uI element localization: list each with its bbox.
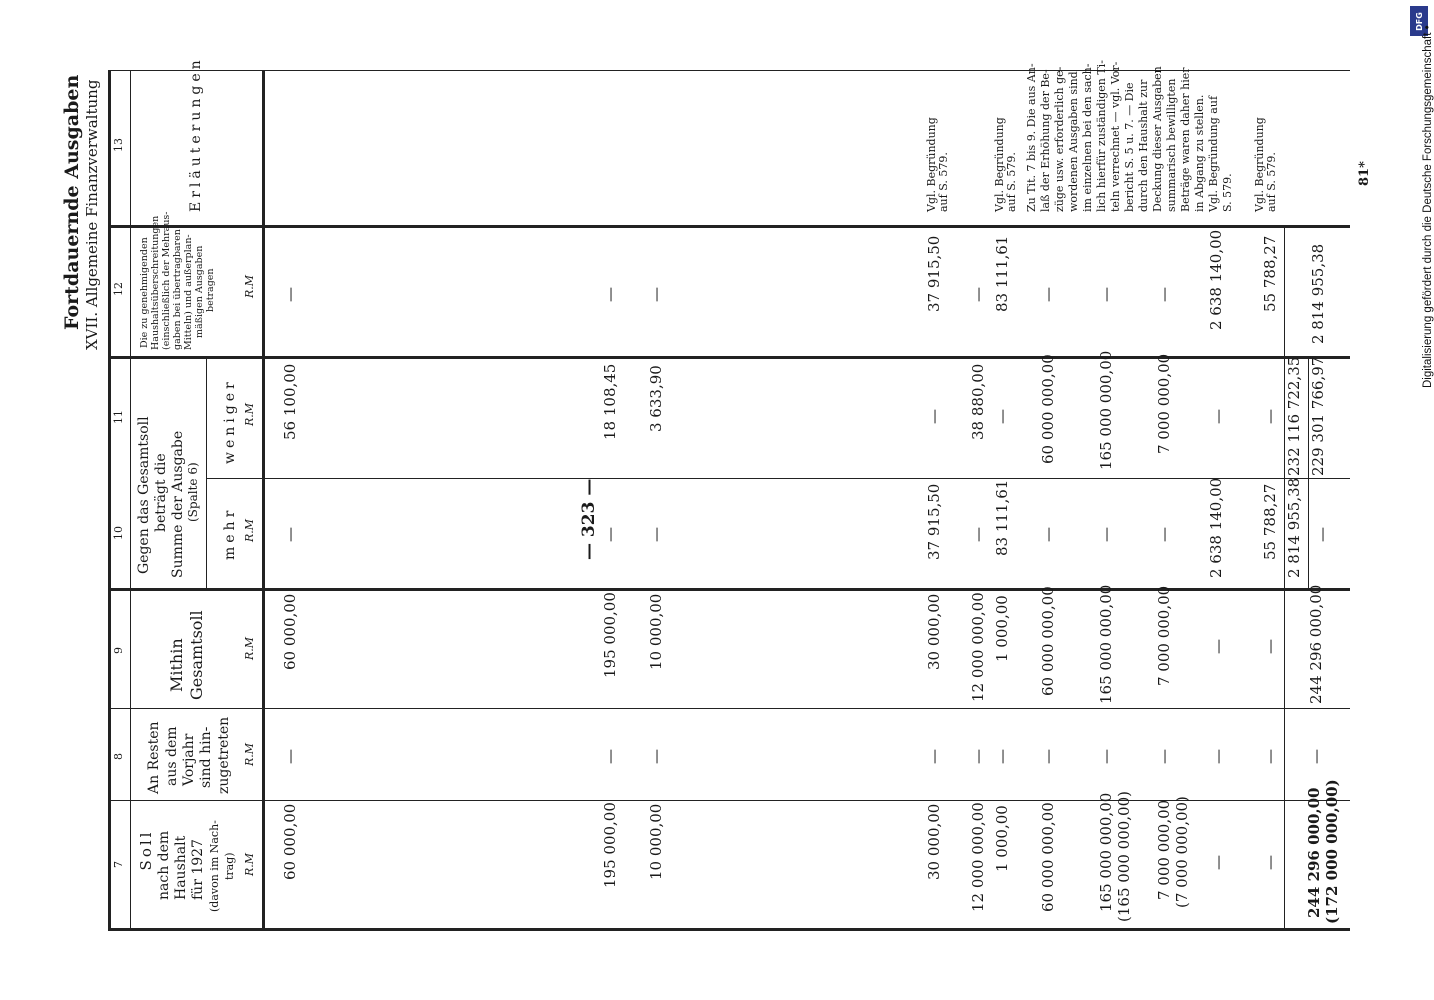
- note-line-2: laß der Erhöhung der Be-: [1039, 69, 1052, 212]
- col-num-11: 11: [112, 410, 125, 424]
- note-line-15: S. 579.: [1221, 173, 1234, 212]
- footer-page-number: 81*: [1357, 161, 1372, 186]
- note-line-12: Beträge waren daher hier: [1179, 67, 1192, 212]
- note-line-13: in Abgang zu stellen.: [1193, 94, 1206, 212]
- col-sep-10-11: [206, 478, 1350, 479]
- cell-r3-c11: 3 633,90: [647, 365, 665, 432]
- cell-r10-c8: —: [1209, 749, 1227, 764]
- total-c11-a: 232 116 722,35: [1285, 356, 1303, 476]
- header-col-12-line-1: Die zu genehmigenden: [139, 237, 150, 348]
- page-title: Fortdauernde Ausgaben: [61, 74, 83, 330]
- cell-r11-c13: Vgl. Begründung auf S. 579.: [1253, 117, 1278, 212]
- body-header-border: [262, 70, 265, 928]
- header-col-8-line-1: An Resten: [146, 721, 162, 794]
- cell-r3-c9: 10 000,00: [647, 593, 665, 670]
- header-col-10-11-line-3: Summe der Ausgabe: [170, 430, 186, 578]
- cell-r9-c7: 7 000 000,00: [1155, 799, 1173, 900]
- cell-r3-c8: —: [647, 749, 665, 764]
- col-num-12: 12: [112, 282, 125, 296]
- cell-r4-c8: —: [925, 749, 943, 764]
- cell-r1-c9: 60 000,00: [281, 593, 299, 670]
- digitization-credit: Digitalisierung gefördert durch die Deutsche Forschungsgemeinschaft •: [1422, 25, 1434, 388]
- col-number-border: [130, 70, 131, 928]
- header-col-10-unit: R.M: [243, 518, 256, 542]
- total-c9: 244 296 000,00: [1307, 584, 1325, 704]
- header-col-12-unit: R.M: [243, 274, 256, 298]
- note-line-4: wordenen Ausgaben sind: [1067, 71, 1080, 212]
- note-line-11: summarisch bewilligten: [1165, 78, 1178, 212]
- cell-r10-c12: 2 638 140,00: [1207, 229, 1225, 330]
- cell-r5-c11: 38 880,00: [969, 363, 987, 440]
- cell-r11-c12: 55 788,27: [1261, 235, 1279, 312]
- header-col-12-line-5: Mitteln) und außerplan-: [183, 234, 194, 350]
- cell-r6-c8: —: [993, 749, 1011, 764]
- total-c10-a: 2 814 955,38: [1285, 477, 1303, 578]
- col-sep-8-9: [108, 708, 1350, 709]
- header-col-9-line-1: Mithin: [167, 638, 186, 692]
- note-line-14: Vgl. Begründung auf: [1207, 95, 1220, 212]
- cell-r8-c8: —: [1097, 749, 1115, 764]
- total-c7: 244 296 000,00: [1305, 787, 1323, 918]
- cell-r2-c10: —: [601, 527, 619, 542]
- header-col-8-unit: R.M: [243, 742, 256, 766]
- note-line-5: im einzelnen bei den sach-: [1081, 63, 1094, 212]
- note-line-3: züge usw. erforderlich ge-: [1053, 66, 1066, 212]
- header-col-12-line-4: gaben bei übertragbaren: [172, 229, 183, 350]
- dfg-logo-text: DFG: [1414, 11, 1424, 31]
- cell-r11-c9: —: [1261, 639, 1279, 654]
- header-col-12-line-7: betragen: [205, 268, 216, 312]
- cell-r4-c12: 37 915,50: [925, 235, 943, 312]
- cell-r8-c11: 165 000 000,00: [1097, 350, 1115, 470]
- cell-r10-c11: —: [1209, 409, 1227, 424]
- cell-r3-c10: —: [647, 527, 665, 542]
- cell-r7-c8: —: [1039, 749, 1057, 764]
- col-num-9: 9: [112, 647, 125, 654]
- cell-r5-c12: —: [969, 287, 987, 302]
- header-col-7-line-5: (davon im Nach-: [208, 820, 221, 912]
- page-subtitle: XVII. Allgemeine Finanzverwaltung: [83, 79, 101, 350]
- note-line-6: lich hierfür zuständigen Ti-: [1095, 60, 1108, 212]
- cell-r5-c10: —: [969, 527, 987, 542]
- cell-r5-c8: —: [969, 749, 987, 764]
- cell-r6-c10: 83 111,61: [993, 479, 1011, 556]
- header-col-8-line-3: Vorjahr: [181, 733, 197, 786]
- cell-r11-c8: —: [1261, 749, 1279, 764]
- header-bottom-border: [108, 70, 111, 928]
- cell-r9-c7-supplement: (7 000 000,00): [1173, 796, 1191, 908]
- col-num-7: 7: [112, 861, 125, 868]
- cell-r9-c12: —: [1155, 287, 1173, 302]
- note-line-1: Zu Tit. 7 bis 9. Die aus An-: [1025, 63, 1038, 212]
- header-col-8-line-2: aus dem: [164, 726, 180, 786]
- cell-r1-c8: —: [281, 749, 299, 764]
- cell-r9-c10: —: [1155, 527, 1173, 542]
- cell-r2-c12: —: [601, 287, 619, 302]
- header-col-10: mehr: [222, 506, 238, 560]
- cell-r7-c9: 60 000 000,00: [1039, 586, 1057, 696]
- cell-r6-c11: —: [993, 409, 1011, 424]
- col-sep-12-13: [108, 225, 1350, 228]
- cell-r3-c7: 10 000,00: [647, 803, 665, 880]
- total-c12: 2 814 955,38: [1309, 243, 1327, 344]
- header-col-9-unit: R.M: [243, 636, 256, 660]
- cell-r1-c11: 56 100,00: [281, 363, 299, 440]
- cell-r1-c10: —: [281, 527, 299, 542]
- table-left-border: [108, 928, 1350, 931]
- col-num-8: 8: [112, 753, 125, 760]
- note-line-9: durch den Haushalt zur: [1137, 79, 1150, 212]
- header-col-7-line-3: Haushalt: [173, 835, 189, 900]
- header-col-8-line-4: sind hin-: [198, 726, 214, 788]
- cell-r4-c13: Vgl. Begründung auf S. 579.: [925, 117, 950, 212]
- header-col-11: weniger: [222, 378, 238, 464]
- note-line-10: Deckung dieser Ausgaben: [1151, 66, 1164, 212]
- note-line-7: teln verrechnet — vgl. Vor-: [1109, 61, 1122, 212]
- subheader-border: [206, 356, 207, 588]
- header-col-12-line-3: (einschließlich der Mehraus-: [161, 211, 172, 350]
- cell-r3-c12: —: [647, 287, 665, 302]
- header-col-12-line-6: mäßigen Ausgaben: [194, 245, 205, 338]
- page-number: — 323 —: [579, 478, 599, 560]
- cell-r6-c7: 1 000,00: [993, 805, 1011, 872]
- col-num-13: 13: [112, 138, 125, 152]
- cell-r9-c9: 7 000 000,00: [1155, 585, 1173, 686]
- header-col-10-11-line-2: beträgt die: [153, 453, 169, 532]
- cell-r2-c8: —: [601, 749, 619, 764]
- digitization-sidebar: [1400, 0, 1434, 1000]
- cell-r7-c7: 60 000 000,00: [1039, 802, 1057, 912]
- cell-r2-c11: 18 108,45: [601, 363, 619, 440]
- cell-r4-c7: 30 000,00: [925, 803, 943, 880]
- cell-r9-c11: 7 000 000,00: [1155, 353, 1173, 454]
- cell-r2-c7: 195 000,00: [601, 802, 619, 888]
- cell-r4-c11: —: [925, 409, 943, 424]
- cell-r2-c9: 195 000,00: [601, 592, 619, 678]
- cell-r5-c9: 12 000 000,00: [969, 592, 987, 702]
- cell-r6-c9: 1 000,00: [993, 595, 1011, 662]
- cell-r8-c9: 165 000 000,00: [1097, 584, 1115, 704]
- header-col-8-line-5: zugetreten: [216, 716, 232, 794]
- cell-r8-c12: —: [1097, 287, 1115, 302]
- cell-r6-c13: Vgl. Begründung auf S. 579.: [993, 117, 1018, 212]
- cell-r11-c11: —: [1261, 409, 1279, 424]
- cell-r4-c10: 37 915,50: [925, 483, 943, 560]
- col-num-10: 10: [112, 526, 125, 540]
- header-col-9-line-2: Gesamtsoll: [187, 610, 206, 700]
- total-c8: —: [1307, 749, 1325, 764]
- total-c11-b: 229 301 766,97: [1309, 356, 1327, 476]
- cell-r8-c10: —: [1097, 527, 1115, 542]
- header-col-7-line-6: trag): [223, 852, 236, 880]
- header-col-11-unit: R.M: [243, 402, 256, 426]
- cell-r11-c7: —: [1261, 855, 1279, 870]
- cell-r9-c8: —: [1155, 749, 1173, 764]
- header-col-7-unit: R.M: [243, 852, 256, 876]
- header-col-12-line-2: Haushaltsüberschreitungen: [150, 215, 161, 350]
- cell-r1-c7: 60 000,00: [281, 803, 299, 880]
- header-col-10-11-line-4: (Spalte 6): [186, 462, 200, 522]
- total-c7-supplement: (172 000 000,00): [1323, 779, 1341, 924]
- cell-r4-c9: 30 000,00: [925, 593, 943, 670]
- cell-r7-c11: 60 000 000,00: [1039, 354, 1057, 464]
- header-col-7-line-2: nach dem: [156, 830, 172, 900]
- header-col-13: Erläuterungen: [188, 56, 204, 212]
- cell-r8-c7: 165 000 000,00: [1097, 792, 1115, 912]
- header-col-10-11-line-1: Gegen das Gesamtsoll: [136, 416, 152, 574]
- header-col-7-line-1: Soll: [137, 829, 155, 871]
- cell-r11-c10: 55 788,27: [1261, 483, 1279, 560]
- cell-r10-c7: —: [1209, 855, 1227, 870]
- cell-r10-c9: —: [1209, 639, 1227, 654]
- note-line-8: bericht S. 5 u. 7. — Die: [1123, 82, 1136, 212]
- cell-r8-c7-supplement: (165 000 000,00): [1115, 791, 1133, 922]
- cell-r1-c12: —: [281, 287, 299, 302]
- header-col-7-line-4: für 1927: [190, 839, 206, 900]
- cell-r7-c12: —: [1039, 287, 1057, 302]
- cell-r7-c10: —: [1039, 527, 1057, 542]
- cell-r10-c10: 2 638 140,00: [1207, 477, 1225, 578]
- cell-r5-c7: 12 000 000,00: [969, 802, 987, 912]
- total-c10-b: —: [1313, 527, 1331, 542]
- cell-r6-c12: 83 111,61: [993, 235, 1011, 312]
